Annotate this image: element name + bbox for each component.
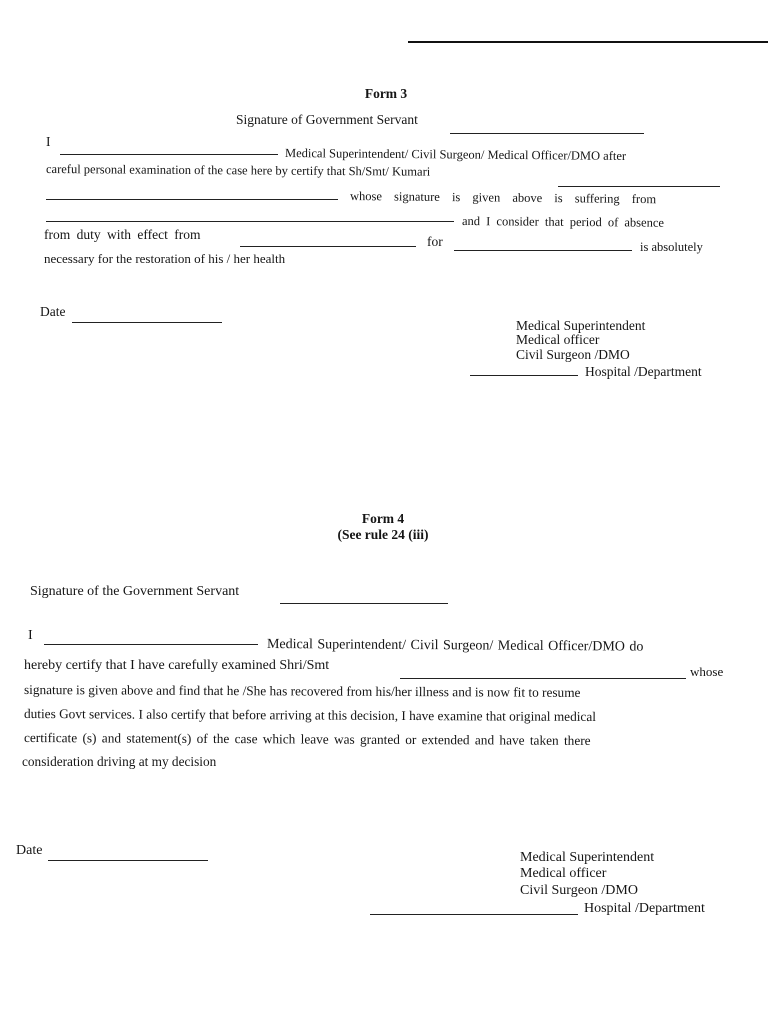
form-4-doctor-name-line[interactable] [44, 644, 258, 645]
form-4-hospital-label: Hospital /Department [584, 901, 705, 916]
form-4-date-line[interactable] [48, 860, 208, 861]
form-3-doctor-name-line[interactable] [60, 154, 278, 155]
form-3-hospital-line[interactable] [470, 375, 578, 376]
form-4-line-5: certificate (s) and statement(s) of the case which leave was granted or extended and have taken there [23, 730, 591, 748]
form-3-patient-name-line[interactable] [558, 186, 720, 187]
form-3-date-label: Date [40, 304, 66, 319]
form-4-signatory-line-1: Medical Superintendent [520, 850, 655, 865]
form-3-effect-date-line[interactable] [240, 246, 416, 247]
form-4-line-3: signature is given above and find that he /She has recovered from his/her illness and is now fit to resume [23, 682, 581, 700]
form-3-signatory-line-3: Civil Surgeon /DMO [516, 347, 630, 362]
form-4-signatory-line-3: Civil Surgeon /DMO [520, 883, 638, 898]
form-4-line-6: consideration driving at my decision [22, 754, 217, 769]
form-3-line-6: necessary for the restoration of his / her health [44, 251, 286, 266]
form-4-roles-text: Medical Superintendent/ Civil Surgeon/ Medical Officer/DMO do [266, 637, 644, 655]
form-3-hospital-label: Hospital /Department [585, 364, 702, 379]
form-3-blank-line-3[interactable] [46, 199, 338, 200]
form-3-date-line[interactable] [72, 322, 222, 323]
form-4-line-2-start: hereby certify that I have carefully examined Shri/Smt [24, 658, 330, 673]
form-4-patient-name-line[interactable] [400, 678, 686, 679]
form-4-signature-line[interactable] [280, 603, 448, 604]
form-3-line-3: whose signature is given above is suffering from [349, 189, 657, 207]
form-3-period-line[interactable] [454, 250, 632, 251]
form-3-signatory-line-2: Medical officer [516, 332, 600, 347]
form-3-illness-line[interactable] [46, 221, 454, 222]
form-3-line-5-start: from duty with effect from [44, 227, 201, 242]
form-4-date-label: Date [16, 843, 43, 858]
form-4-subtitle: (See rule 24 (iii) [337, 527, 429, 542]
form-4-line-4: duties Govt services. I also certify that before arriving at this decision, I have examine that original medical [23, 706, 596, 724]
form-3-i-label: I [46, 134, 51, 149]
form-3-line-2: careful personal examination of the case here by certify that Sh/Smt/ Kumari [45, 162, 431, 179]
form-4-hospital-line[interactable] [370, 914, 578, 915]
form-3-for-label: for [427, 234, 443, 249]
form-3-roles-text: Medical Superintendent/ Civil Surgeon/ Medical Officer/DMO after [284, 146, 627, 163]
form-3-signature-line[interactable] [450, 133, 644, 134]
form-4-signatory-line-2: Medical officer [520, 866, 607, 881]
form-4-i-label: I [28, 628, 33, 643]
form-3-line-5-end: is absolutely [640, 240, 703, 254]
form-3-line-4: and I consider that period of absence [461, 214, 665, 230]
page-top-rule [408, 41, 768, 43]
form-3-signatory-line-1: Medical Superintendent [516, 318, 646, 333]
form-3-title: Form 3 [364, 86, 408, 101]
form-4-line-2-end: whose [690, 664, 724, 679]
form-3-signature-label: Signature of Government Servant [236, 112, 418, 127]
form-4-signature-label: Signature of the Government Servant [30, 584, 240, 599]
form-4-title: Form 4 [361, 511, 405, 526]
